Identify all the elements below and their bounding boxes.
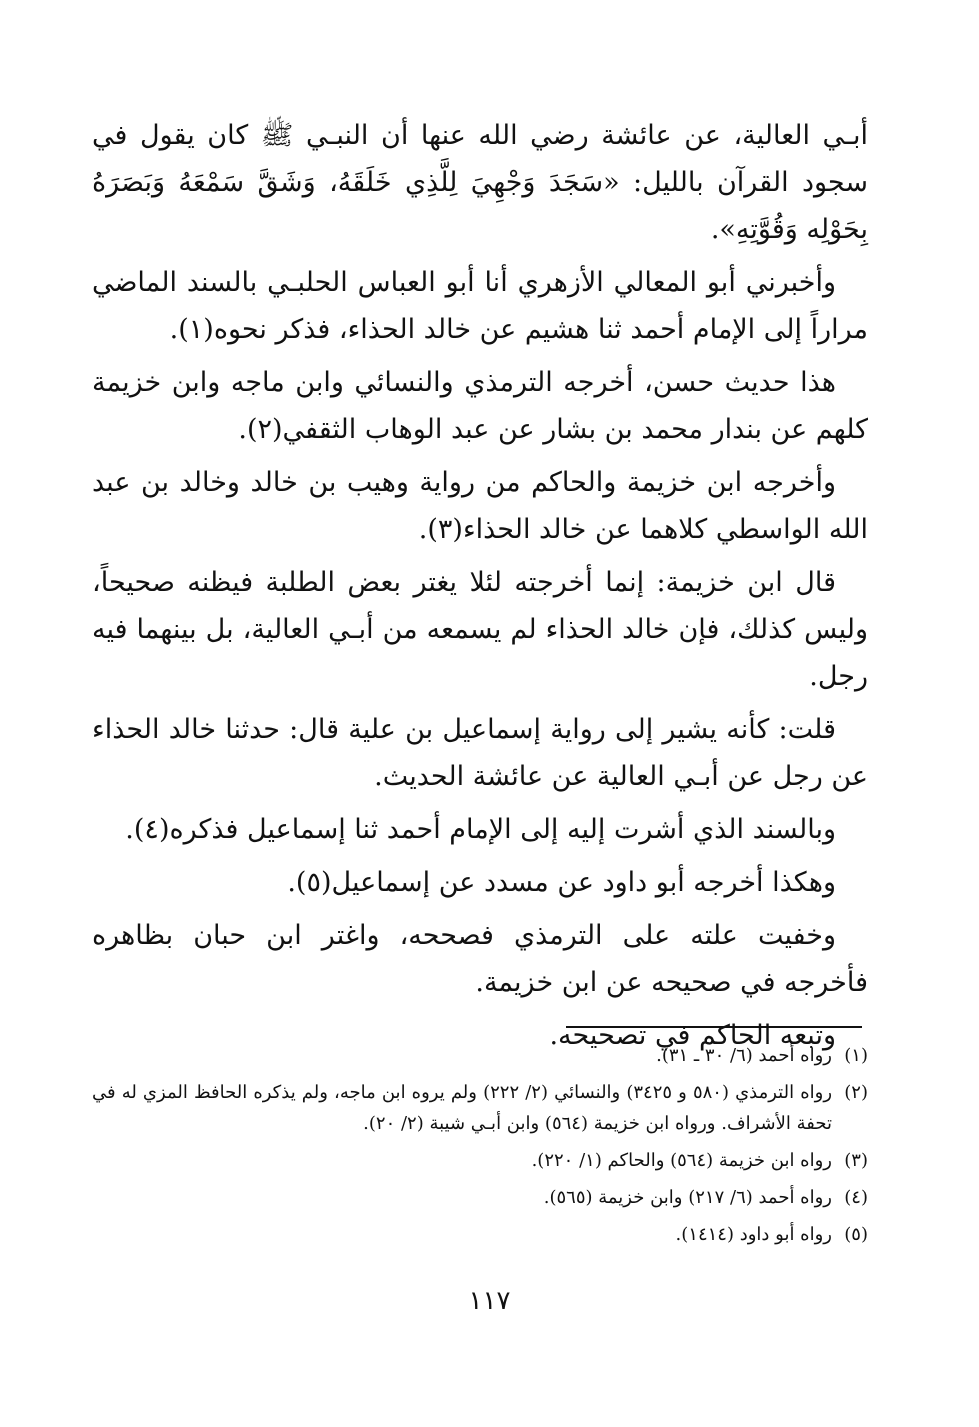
footnote-text: رواه الترمذي (٥٨٠ و ٣٤٢٥) والنسائي (٢/ ٢٢٢) ولم يروه ابن ماجه، ولم يذكره الحافظ المزي له في تحفة الأشراف. ورواه ابن خزيمة (٥٦٤) وابن أبـي شيبة (٢/ ٢٠). <box>92 1082 833 1134</box>
footnote-number: (١) <box>844 1045 868 1066</box>
paragraph: وأخرجه ابن خزيمة والحاكم من رواية وهيب بن خالد وخالد بن عبد الله الواسطي كلاهما عن خالد الحذاء(٣). <box>92 467 868 545</box>
footnote-number: (٤) <box>844 1187 868 1208</box>
footnote <box>92 1145 868 1176</box>
footnote <box>92 1077 868 1139</box>
footnotes <box>92 1040 868 1256</box>
footnote <box>92 1182 868 1213</box>
paragraph: وخفيت علته على الترمذي فصححه، واغتر ابن حبان بظاهره فأخرجه في صحيحه عن ابن خزيمة. <box>92 920 868 998</box>
paragraph: وأخبرني أبو المعالي الأزهري أنا أبو العباس الحلبـي بالسند الماضي مراراً إلى الإمام أحمد ثنا هشيم عن خالد الحذاء، فذكر نحوه(١). <box>92 267 868 345</box>
footnote-text: رواه ابن خزيمة (٥٦٤) والحاكم (١/ ٢٢٠). <box>531 1150 832 1171</box>
paragraph: هذا حديث حسن، أخرجه الترمذي والنسائي وابن ماجه وابن خزيمة كلهم عن بندار محمد بن بشار عن عبد الوهاب الثقفي(٢). <box>92 367 868 445</box>
paragraph: قلت: كأنه يشير إلى رواية إسماعيل بن علية قال: حدثنا خالد الحذاء عن رجل عن أبـي العالية عن عائشة الحديث. <box>92 714 868 792</box>
footnote-text: رواه أبو داود (١٤١٤). <box>675 1224 832 1245</box>
paragraph: أبـي العالية، عن عائشة رضي الله عنها أن النبـي ﷺ كان يقول في سجود القرآن بالليل: «سَجَدَ وَجْهِيَ لِلَّذِي خَلَقَهُ، وَشَقَّ سَمْعَهُ وَبَصَرَهُ بِحَوْلِه وَقُوَّتِهِ». <box>92 120 868 245</box>
paragraph: وتبعه الحاكم في تصحيحه. <box>549 1020 836 1051</box>
footnote-number: (٥) <box>844 1224 868 1245</box>
footnote <box>92 1219 868 1250</box>
page-number: ١١٧ <box>468 1286 511 1316</box>
footnote-number: (٢) <box>844 1082 868 1103</box>
footnote-text: رواه أحمد (٦/ ٢١٧) وابن خزيمة (٥٦٥). <box>543 1187 832 1208</box>
paragraph: وبالسند الذي أشرت إليه إلى الإمام أحمد ثنا إسماعيل فذكره(٤). <box>125 814 836 845</box>
footnote-number: (٣) <box>844 1150 868 1171</box>
paragraph: قال ابن خزيمة: إنما أخرجته لئلا يغتر بعض الطلبة فيظنه صحيحاً، وليس كذلك، فإن خالد الحذاء لم يسمعه من أبـي العالية، بل بينهما فيه رجل. <box>92 567 868 692</box>
paragraph: وهكذا أخرجه أبو داود عن مسدد عن إسماعيل(٥). <box>287 867 836 898</box>
footnote-separator <box>566 1026 862 1028</box>
footnote-text: رواه أحمد (٦/ ٣٠ ـ ٣١). <box>656 1045 832 1066</box>
footnote <box>92 1040 868 1071</box>
main-text <box>92 112 868 1065</box>
